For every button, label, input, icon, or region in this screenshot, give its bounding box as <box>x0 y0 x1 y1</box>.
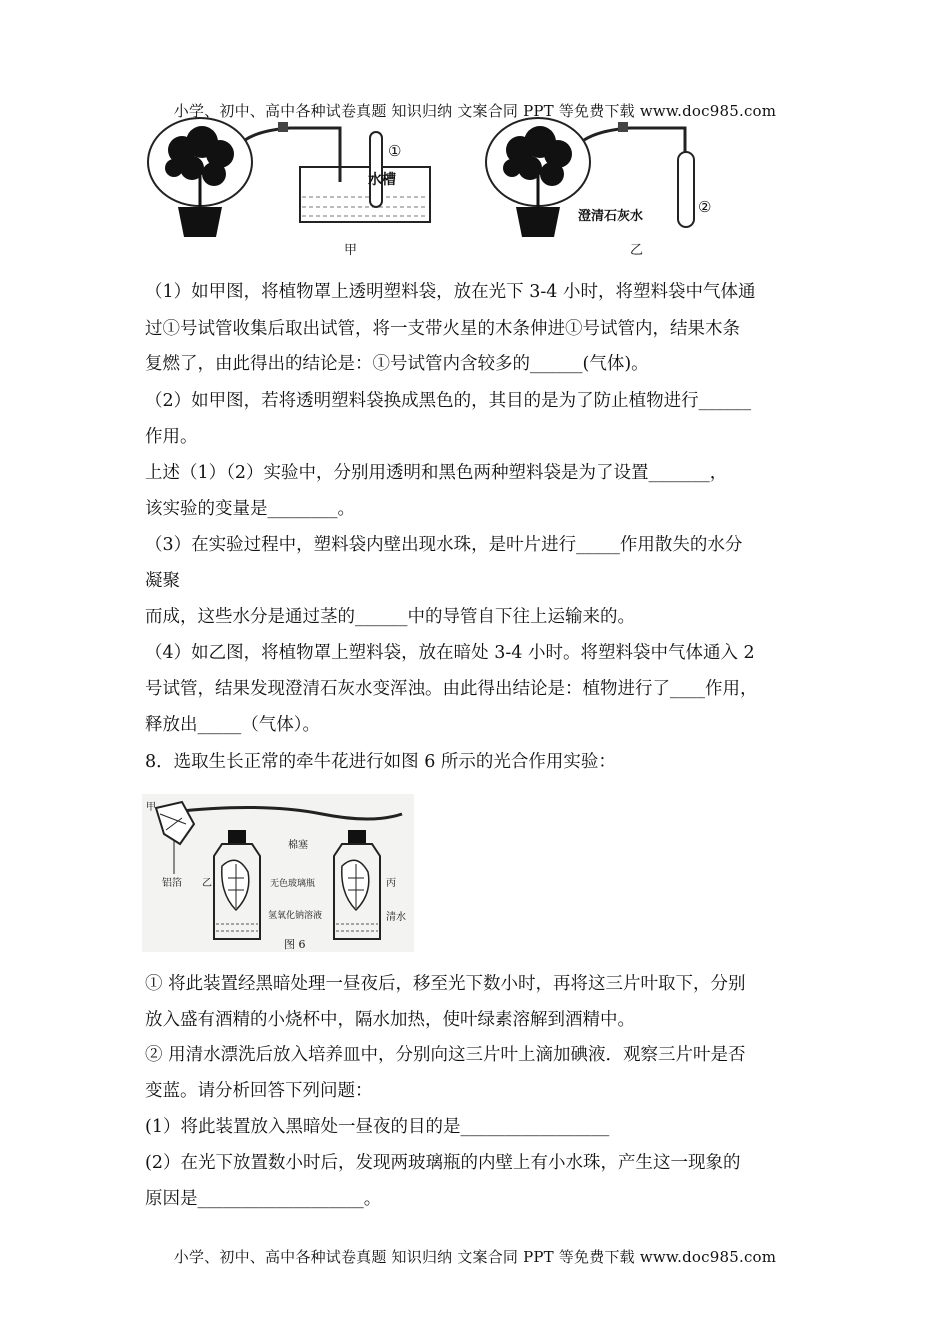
test-tube-2 <box>678 152 694 227</box>
label-tube2: ② <box>698 198 712 216</box>
fig6-label-yi: 乙 <box>202 878 212 889</box>
text-line-17: ② 用清水漂洗后放入培养皿中，分别向这三片叶上滴加碘液．观察三片叶是否 <box>145 1045 746 1065</box>
text-line-20: (2）在光下放置数小时后，发现两玻璃瓶的内壁上有小水珠，产生这一现象的 <box>145 1153 741 1173</box>
text-line-21: 原因是___________________。 <box>145 1189 382 1209</box>
fig6-label-cotton: 棉塞 <box>288 840 308 851</box>
label-tube1: ① <box>388 142 402 160</box>
text-line-12: 号试管，结果发现澄清石灰水变浑浊。由此得出结论是：植物进行了____作用， <box>145 679 758 699</box>
figure-plant-apparatus <box>140 112 740 262</box>
text-line-18: 变蓝。请分析回答下列问题： <box>145 1081 373 1101</box>
text-line-5: 作用。 <box>145 427 198 447</box>
fig6-label-foil: 铝箔 <box>162 878 182 889</box>
text-line-7: 该实验的变量是________。 <box>145 499 355 519</box>
text-line-10: 而成，这些水分是通过茎的______中的导管自下往上运输来的。 <box>145 607 635 627</box>
page-header: 小学、初中、高中各种试卷真题 知识归纳 文案合同 PPT 等免费下载 www.doc985.com <box>173 102 777 120</box>
figure-6-morning-glory <box>142 794 414 952</box>
plant-bag-jia <box>148 118 252 237</box>
text-line-13: 释放出_____（气体）。 <box>145 715 320 735</box>
text-line-1: （1）如甲图，将植物罩上透明塑料袋，放在光下 3-4 小时，将塑料袋中气体通 <box>145 282 756 302</box>
text-line-2: 过①号试管收集后取出试管，将一支带火星的木条伸进①号试管内，结果木条 <box>145 319 740 339</box>
text-line-3: 复燃了，由此得出的结论是：①号试管内含较多的______(气体)。 <box>145 354 649 374</box>
text-line-11: （4）如乙图，将植物罩上塑料袋，放在暗处 3-4 小时。将塑料袋中气体通入 2 <box>145 643 755 663</box>
tube-jia <box>245 128 340 182</box>
text-line-6: 上述（1）（2）实验中，分别用透明和黑色两种塑料袋是为了设置_______， <box>145 463 728 483</box>
text-line-16: 放入盛有酒精的小烧杯中，隔水加热，使叶绿素溶解到酒精中。 <box>145 1010 635 1030</box>
water-tank <box>300 167 430 222</box>
text-line-8: （3）在实验过程中，塑料袋内壁出现水珠，是叶片进行_____作用散失的水分 <box>145 535 743 555</box>
page-footer: 小学、初中、高中各种试卷真题 知识归纳 文案合同 PPT 等免费下载 www.doc985.com <box>173 1248 777 1266</box>
plant-bag-yi <box>486 118 590 237</box>
test-tube-1 <box>370 132 382 207</box>
tube-yi <box>584 128 685 212</box>
fig6-label-bing: 丙 <box>386 878 396 889</box>
question-8-title: 8．选取生长正常的牵牛花进行如图 6 所示的光合作用实验： <box>145 752 616 772</box>
fig6-caption: 图 6 <box>284 938 306 951</box>
label-yi: 乙 <box>630 243 644 258</box>
fig6-label-water: 清水 <box>386 912 406 923</box>
label-tank: 水槽 <box>368 172 396 188</box>
label-jia: 甲 <box>344 243 358 258</box>
text-line-4: （2）如甲图，若将透明塑料袋换成黑色的，其目的是为了防止植物进行______ <box>145 391 752 411</box>
label-limewater: 澄清石灰水 <box>578 209 644 224</box>
fig6-label-naoh: 氢氧化钠溶液 <box>268 911 323 921</box>
text-line-15: ① 将此装置经黑暗处理一昼夜后，移至光下数小时，再将这三片叶取下，分别 <box>145 974 746 994</box>
fig6-label-jia: 甲 <box>146 802 156 813</box>
fig6-label-bottle: 无色玻璃瓶 <box>270 879 316 889</box>
text-line-19: (1）将此装置放入黑暗处一昼夜的目的是_________________ <box>145 1117 610 1137</box>
text-line-9: 凝聚 <box>145 571 180 591</box>
